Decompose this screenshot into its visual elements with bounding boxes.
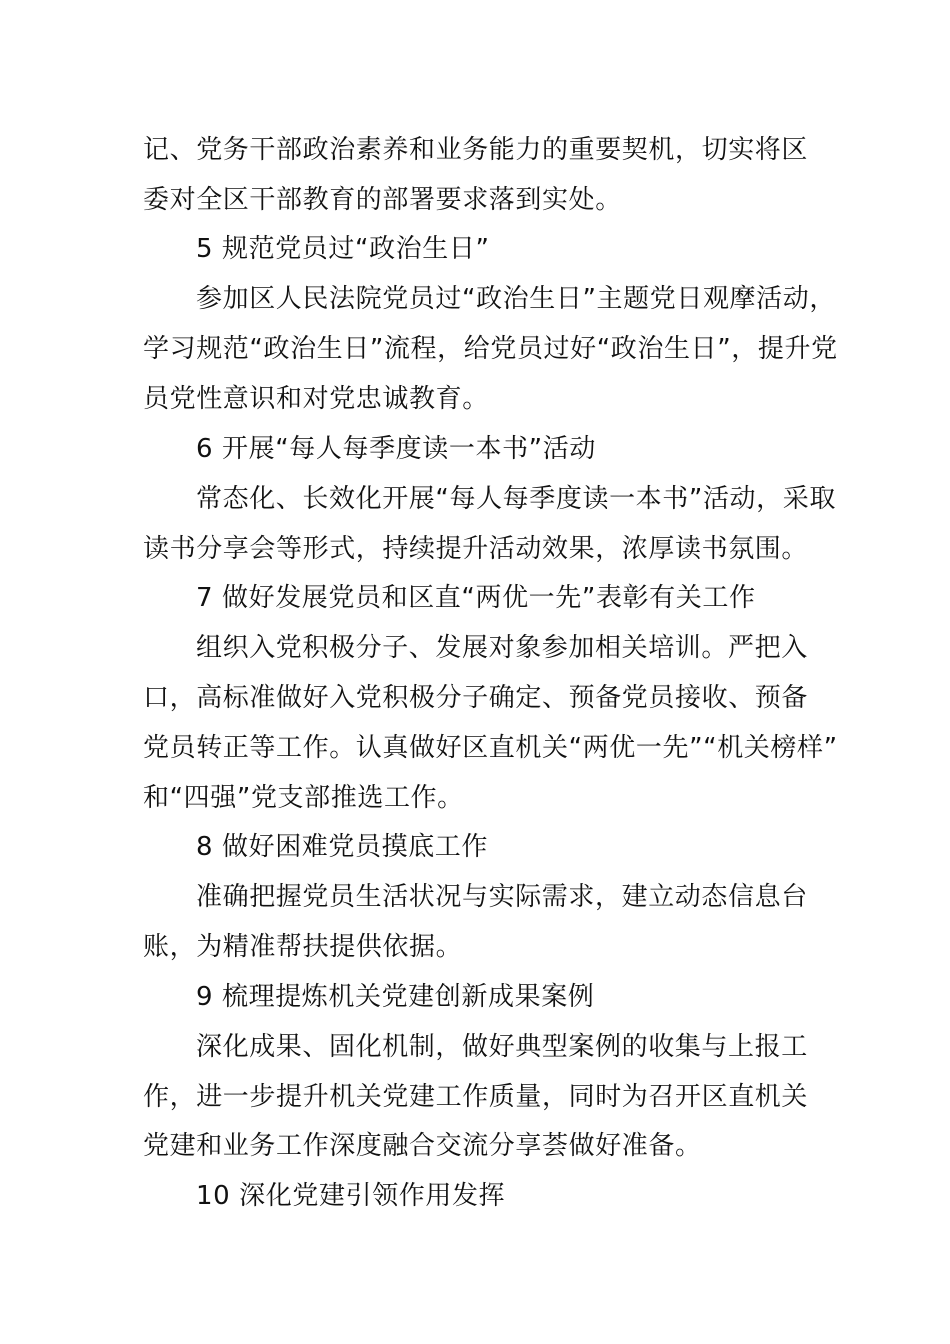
- paragraph-line: 委对全区干部教育的部署要求落到实处。: [143, 185, 622, 215]
- paragraph-line: 准确把握党员生活状况与实际需求，建立动态信息台: [196, 882, 808, 912]
- section-heading-7: 7 做好发展党员和区直“两优一先”表彰有关工作: [196, 583, 756, 613]
- paragraph-line: 组织入党积极分子、发展对象参加相关培训。严把入: [196, 633, 808, 663]
- paragraph-line: 记、党务干部政治素养和业务能力的重要契机，切实将区: [143, 135, 809, 165]
- paragraph-line: 员党性意识和对党忠诚教育。: [143, 384, 489, 414]
- paragraph-line: 作，进一步提升机关党建工作质量，同时为召开区直机关: [143, 1082, 809, 1112]
- section-heading-10: 10 深化党建引领作用发挥: [196, 1181, 506, 1211]
- paragraph-line: 和“四强”党支部推选工作。: [143, 783, 464, 813]
- paragraph-line: 读书分享会等形式，持续提升活动效果，浓厚读书氛围。: [143, 534, 809, 564]
- paragraph-line: 账，为精准帮扶提供依据。: [143, 932, 463, 962]
- paragraph-line: 党员转正等工作。认真做好区直机关“两优一先”“机关榜样”: [143, 733, 838, 763]
- section-heading-5: 5 规范党员过“政治生日”: [196, 234, 490, 264]
- paragraph-line: 口，高标准做好入党积极分子确定、预备党员接收、预备: [143, 683, 809, 713]
- paragraph-line: 常态化、长效化开展“每人每季度读一本书”活动，采取: [196, 484, 836, 514]
- paragraph-line: 党建和业务工作深度融合交流分享荟做好准备。: [143, 1131, 702, 1161]
- paragraph-line: 深化成果、固化机制，做好典型案例的收集与上报工: [196, 1032, 808, 1062]
- paragraph-line: 学习规范“政治生日”流程，给党员过好“政治生日”，提升党: [143, 334, 838, 364]
- section-heading-6: 6 开展“每人每季度读一本书”活动: [196, 434, 596, 464]
- section-heading-8: 8 做好困难党员摸底工作: [196, 832, 489, 862]
- paragraph-line: 参加区人民法院党员过“政治生日”主题党日观摩活动，: [196, 284, 836, 314]
- section-heading-9: 9 梳理提炼机关党建创新成果案例: [196, 982, 595, 1012]
